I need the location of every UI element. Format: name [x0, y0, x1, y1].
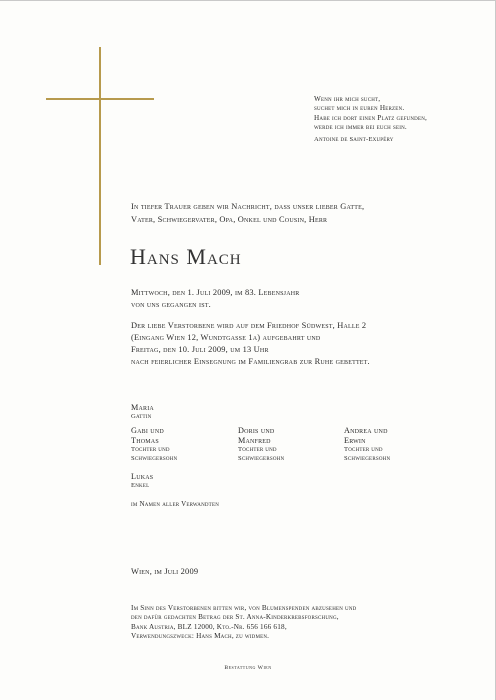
family-relation: Tochter und [344, 446, 383, 453]
family-child-3 [344, 426, 390, 463]
family-name: Andrea und [344, 426, 388, 435]
poem-line: Habe ich dort einen Platz gefunden, [314, 113, 428, 122]
funeral-line: (Eingang Wien 12, Wundtgasse 1a) aufgebahrt und [131, 332, 321, 342]
death-line: Mittwoch, den 1. Juli 2009, im 83. Lebensjahr [131, 288, 300, 297]
family-name: Manfred [238, 436, 271, 445]
relatives-note: im Namen aller Verwandten [131, 500, 220, 508]
family-name: Maria [131, 403, 154, 412]
poem-line: suchet mich in euren Herzen. [314, 104, 405, 113]
funeral-line: Freitag, den 10. Juli 2009, um 13 Uhr [131, 345, 269, 355]
closing-line: Verwendungszweck: Hans Mach, zu widmen. [131, 632, 270, 641]
family-name: Lukas [131, 472, 154, 481]
family-child-1 [131, 426, 177, 463]
family-relation: Schwiegersohn [344, 454, 391, 462]
family-relation: Schwiegersohn [238, 454, 285, 462]
closing-line: Im Sinn des Verstorbenen bitten wir, von Blumenspenden abzusehen und [131, 604, 357, 612]
poem [314, 95, 494, 144]
intro-text [131, 201, 471, 226]
family-relation: Tochter und [238, 446, 277, 453]
cross-icon-vertical [99, 47, 101, 265]
poem-line: Wenn ihr mich sucht, [314, 95, 381, 103]
donation-request [131, 604, 481, 642]
deceased-name: Hans Mach [130, 244, 242, 269]
death-details [131, 287, 481, 369]
family-name: Gabi und [131, 426, 164, 435]
closing-line: Bank Austria, BLZ 12000, Kto.-Nr. 656 166 618, [131, 622, 287, 631]
cross-icon-horizontal [46, 98, 154, 100]
family-relation: Schwiegersohn [131, 454, 178, 462]
family-relation: Tochter und [131, 446, 170, 453]
poem-line: werde ich immer bei euch sein. [314, 123, 407, 132]
intro-line: In tiefer Trauer geben wir Nachricht, dass unser lieber Gatte, [131, 202, 365, 211]
funeral-line: Der liebe Verstorbene wird auf dem Friedhof Südwest, Halle 2 [131, 320, 367, 330]
death-line: von uns gegangen ist. [131, 300, 211, 310]
closing-line: den dafür gedachten Betrag der St. Anna-Kinderkrebsforschung, [131, 613, 339, 622]
family-name: Thomas [131, 436, 159, 445]
page-edge-top [0, 0, 496, 1]
funeral-home-footer: Bestattung Wien [224, 665, 272, 671]
family-child-2 [238, 426, 284, 463]
family-grandchild [131, 472, 153, 491]
funeral-line: nach feierlicher Einsegnung im Familiengrab zur Ruhe gebettet. [131, 357, 370, 367]
family-widow [131, 403, 154, 422]
family-name: Doris und [238, 426, 275, 435]
intro-line: Vater, Schwiegervater, Opa, Onkel und Cousin, Herr [131, 214, 328, 224]
family-relation: Gattin [131, 413, 152, 420]
family-relation: Enkel [131, 482, 150, 489]
family-name: Erwin [344, 436, 366, 445]
poem-author: Antoine de Saint-Exupéry [314, 135, 394, 143]
place-date: Wien, im Juli 2009 [131, 567, 199, 576]
